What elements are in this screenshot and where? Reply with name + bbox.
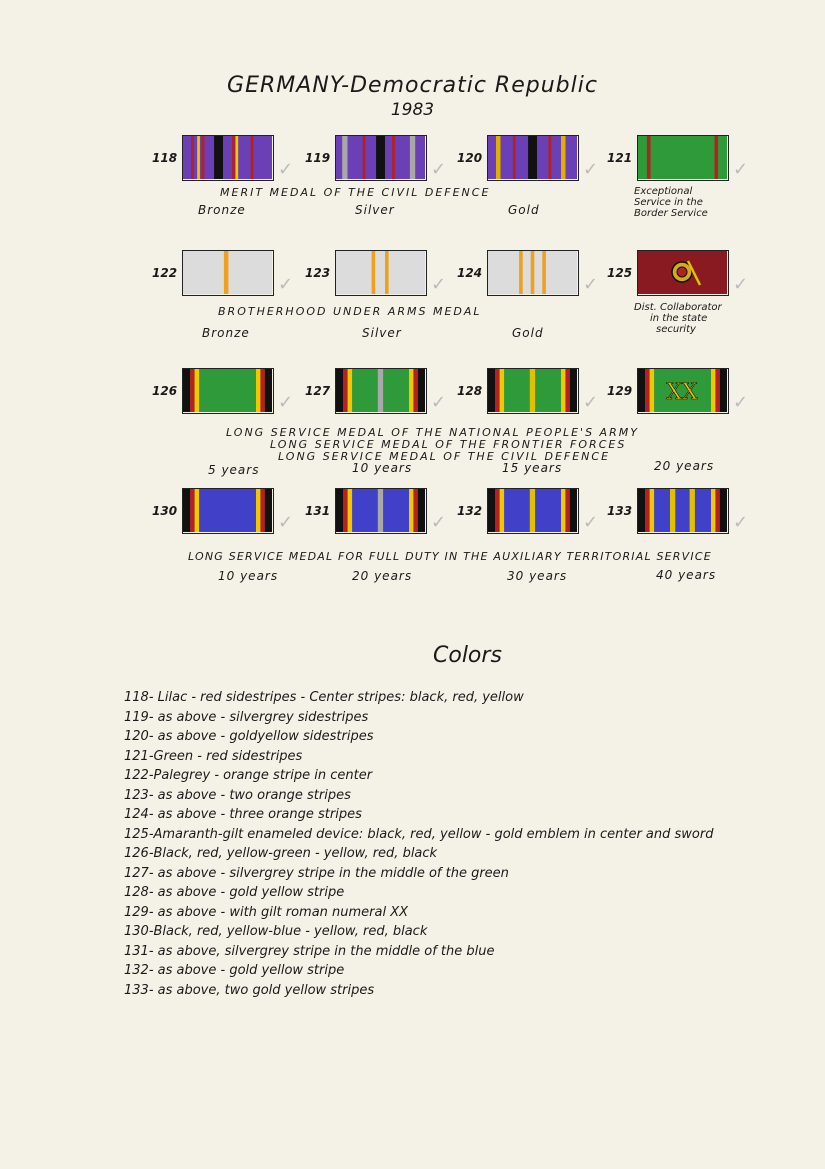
emblem-center-icon bbox=[677, 267, 687, 277]
ribbon-stripe bbox=[638, 489, 645, 532]
ribbon-stripe bbox=[715, 136, 719, 179]
ribbon-127 bbox=[335, 368, 427, 414]
ribbon-stripe bbox=[500, 489, 505, 532]
ribbon-stripe bbox=[645, 369, 650, 412]
caption-gold-2: Gold bbox=[512, 326, 544, 340]
ribbon-background bbox=[336, 251, 425, 294]
ribbon-stripe bbox=[343, 489, 348, 532]
legend-line: 125-Amaranth-gilt enameled device: black, red, yellow - gold emblem in center and sword bbox=[124, 826, 714, 842]
ribbon-number-125: 125 bbox=[607, 266, 633, 280]
caption-10-years-aux: 10 years bbox=[218, 569, 279, 583]
check-mark-icon: ✓ bbox=[278, 392, 294, 413]
ribbon-stripe bbox=[570, 489, 577, 532]
ribbon-background bbox=[183, 136, 272, 179]
check-mark-icon: ✓ bbox=[278, 159, 294, 180]
ribbon-stripe bbox=[372, 251, 376, 294]
ribbon-stripe bbox=[202, 136, 205, 179]
ribbon-stripe bbox=[565, 369, 570, 412]
legend-line: 133- as above, two gold yellow stripes bbox=[124, 982, 375, 998]
ribbon-stripe bbox=[561, 489, 566, 532]
caption-silver-2: Silver bbox=[362, 326, 402, 340]
ribbon-stripe bbox=[530, 489, 535, 532]
caption-collaborator-2: in the state bbox=[650, 313, 708, 324]
ribbon-number-122: 122 bbox=[152, 266, 178, 280]
ribbon-stripe bbox=[251, 136, 254, 179]
caption-5-years: 5 years bbox=[208, 463, 260, 477]
caption-collaborator-3: security bbox=[656, 324, 696, 335]
ribbon-stripe bbox=[236, 136, 239, 179]
ribbon-number-121: 121 bbox=[607, 151, 633, 165]
caption-long-service-civil: LONG SERVICE MEDAL OF THE CIVIL DEFENCE bbox=[278, 450, 611, 463]
check-mark-icon: ✓ bbox=[278, 274, 294, 295]
caption-exceptional-service-2: Service in the bbox=[634, 197, 703, 208]
ribbon-stripe bbox=[561, 136, 566, 179]
colors-legend bbox=[124, 688, 713, 1000]
ribbon-118 bbox=[182, 135, 274, 181]
check-mark-icon: ✓ bbox=[431, 512, 447, 533]
ribbon-stripe bbox=[570, 369, 577, 412]
ribbon-stripe bbox=[190, 489, 195, 532]
ribbon-stripe bbox=[409, 489, 414, 532]
ribbon-128 bbox=[487, 368, 579, 414]
ribbon-stripe bbox=[720, 489, 727, 532]
ribbon-number-133: 133 bbox=[607, 504, 633, 518]
legend-line: 131- as above, silvergrey stripe in the middle of the blue bbox=[124, 943, 495, 959]
caption-15-years: 15 years bbox=[502, 461, 563, 475]
colors-heading: Colors bbox=[433, 643, 502, 668]
ribbon-stripe bbox=[418, 489, 425, 532]
caption-long-service-frontier: LONG SERVICE MEDAL OF THE FRONTIER FORCES bbox=[270, 438, 627, 451]
caption-30-years-aux: 30 years bbox=[507, 569, 568, 583]
ribbon-stripe bbox=[500, 369, 505, 412]
ribbon-stripe bbox=[531, 251, 535, 294]
ribbon-131 bbox=[335, 488, 427, 534]
ribbon-stripe bbox=[195, 369, 200, 412]
ribbon-number-128: 128 bbox=[457, 384, 483, 398]
ribbon-stripe bbox=[265, 369, 272, 412]
caption-collaborator-1: Dist. Collaborator bbox=[634, 302, 722, 313]
ribbon-stripe bbox=[195, 489, 200, 532]
ribbon-stripe bbox=[528, 136, 537, 179]
ribbon-stripe bbox=[224, 251, 229, 294]
ribbon-stripe bbox=[650, 369, 655, 412]
ribbon-background bbox=[638, 136, 727, 179]
check-mark-icon: ✓ bbox=[733, 274, 749, 295]
check-mark-icon: ✓ bbox=[733, 392, 749, 413]
page-title: GERMANY-Democratic Republic bbox=[227, 73, 598, 98]
ribbon-stripe bbox=[378, 369, 383, 412]
ribbon-stripe bbox=[232, 136, 235, 179]
legend-line: 130-Black, red, yellow-blue - yellow, red, black bbox=[124, 924, 428, 939]
ribbon-number-120: 120 bbox=[457, 151, 483, 165]
ribbon-stripe bbox=[336, 489, 343, 532]
ribbon-number-129: 129 bbox=[607, 384, 633, 398]
caption-silver: Silver bbox=[355, 203, 395, 217]
caption-merit-medal: MERIT MEDAL OF THE CIVIL DEFENCE bbox=[220, 186, 491, 199]
ribbon-119 bbox=[335, 135, 427, 181]
ribbon-stripe bbox=[488, 489, 495, 532]
ribbon-stripe bbox=[715, 369, 720, 412]
ribbon-stripe bbox=[549, 136, 552, 179]
ribbon-stripe bbox=[542, 251, 546, 294]
ribbon-stripe bbox=[638, 369, 645, 412]
ribbon-stripe bbox=[256, 369, 261, 412]
legend-line: 121-Green - red sidestripes bbox=[124, 748, 303, 764]
ribbon-123 bbox=[335, 250, 427, 296]
ribbon-stripe bbox=[413, 489, 418, 532]
ribbon-stripe bbox=[256, 489, 261, 532]
ribbon-126 bbox=[182, 368, 274, 414]
ribbon-number-131: 131 bbox=[305, 504, 331, 518]
ribbon-stripe bbox=[214, 136, 223, 179]
legend-line: 123- as above - two orange stripes bbox=[124, 787, 351, 803]
ribbon-120 bbox=[487, 135, 579, 181]
ribbon-125 bbox=[637, 250, 729, 296]
ribbon-stripe bbox=[488, 369, 495, 412]
ribbon-stripe bbox=[715, 489, 720, 532]
ribbon-stripe bbox=[495, 489, 500, 532]
ribbon-stripe bbox=[260, 489, 265, 532]
check-mark-icon: ✓ bbox=[583, 392, 599, 413]
legend-line: 126-Black, red, yellow-green - yellow, red, black bbox=[124, 846, 438, 861]
ribbon-number-123: 123 bbox=[305, 266, 331, 280]
roman-numeral-device: XX bbox=[666, 380, 698, 405]
ribbon-stripe bbox=[183, 369, 190, 412]
check-mark-icon: ✓ bbox=[278, 512, 294, 533]
ribbon-stripe bbox=[647, 136, 651, 179]
check-mark-icon: ✓ bbox=[583, 274, 599, 295]
caption-long-service-aux: LONG SERVICE MEDAL FOR FULL DUTY IN THE AUXILIARY TERRITORIAL SERVICE bbox=[188, 550, 712, 563]
ribbon-stripe bbox=[720, 369, 727, 412]
ribbon-stripe bbox=[645, 489, 650, 532]
check-mark-icon: ✓ bbox=[431, 159, 447, 180]
legend-line: 120- as above - goldyellow sidestripes bbox=[124, 729, 374, 744]
ribbon-129 bbox=[637, 368, 729, 414]
caption-exceptional-service-1: Exceptional bbox=[634, 186, 693, 197]
ribbon-stripe bbox=[190, 369, 195, 412]
ribbon-stripe bbox=[343, 369, 348, 412]
ribbon-130 bbox=[182, 488, 274, 534]
legend-line: 132- as above - gold yellow stripe bbox=[124, 963, 345, 978]
page-year: 1983 bbox=[390, 100, 435, 120]
ribbon-stripe bbox=[191, 136, 194, 179]
check-mark-icon: ✓ bbox=[583, 159, 599, 180]
ribbon-stripe bbox=[413, 369, 418, 412]
legend-line: 118- Lilac - red sidestripes - Center stripes: black, red, yellow bbox=[124, 690, 524, 705]
ribbon-stripe bbox=[561, 369, 566, 412]
caption-bronze: Bronze bbox=[198, 203, 246, 217]
check-mark-icon: ✓ bbox=[733, 159, 749, 180]
check-mark-icon: ✓ bbox=[733, 512, 749, 533]
ribbon-stripe bbox=[376, 136, 385, 179]
caption-exceptional-service-3: Border Service bbox=[634, 208, 708, 219]
legend-line: 119- as above - silvergrey sidestripes bbox=[124, 709, 369, 725]
ribbon-stripe bbox=[496, 136, 501, 179]
caption-long-service-npa: LONG SERVICE MEDAL OF THE NATIONAL PEOPLE'S ARMY bbox=[226, 426, 639, 439]
ribbon-stripe bbox=[513, 136, 516, 179]
legend-line: 128- as above - gold yellow stripe bbox=[124, 885, 345, 900]
ribbon-stripe bbox=[378, 489, 383, 532]
ribbon-121 bbox=[637, 135, 729, 181]
ribbon-number-124: 124 bbox=[457, 266, 483, 280]
ribbon-number-132: 132 bbox=[457, 504, 483, 518]
ribbon-stripe bbox=[260, 369, 265, 412]
ribbon-stripe bbox=[495, 369, 500, 412]
ribbon-stripe bbox=[336, 369, 343, 412]
ribbon-122 bbox=[182, 250, 274, 296]
check-mark-icon: ✓ bbox=[431, 274, 447, 295]
ribbon-stripe bbox=[363, 136, 366, 179]
caption-20-years-aux: 20 years bbox=[352, 569, 413, 583]
caption-40-years-aux: 40 years bbox=[656, 568, 717, 582]
ribbon-stripe bbox=[711, 489, 716, 532]
legend-line: 122-Palegrey - orange stripe in center bbox=[124, 768, 373, 783]
ribbon-number-130: 130 bbox=[152, 504, 178, 518]
ribbon-124 bbox=[487, 250, 579, 296]
ribbon-133 bbox=[637, 488, 729, 534]
legend-line: 129- as above - with gilt roman numeral XX bbox=[124, 904, 409, 920]
legend-line: 124- as above - three orange stripes bbox=[124, 807, 362, 822]
caption-bronze-2: Bronze bbox=[202, 326, 250, 340]
caption-gold: Gold bbox=[508, 203, 540, 217]
caption-brotherhood: BROTHERHOOD UNDER ARMS MEDAL bbox=[218, 305, 482, 318]
ribbon-132 bbox=[487, 488, 579, 534]
ribbon-stripe bbox=[711, 369, 716, 412]
ribbon-stripe bbox=[565, 489, 570, 532]
ribbon-stripe bbox=[650, 489, 655, 532]
ribbon-stripe bbox=[348, 369, 353, 412]
ribbon-number-126: 126 bbox=[152, 384, 178, 398]
ribbon-stripe bbox=[392, 136, 395, 179]
ribbon-stripe bbox=[519, 251, 523, 294]
legend-line: 127- as above - silvergrey stripe in the middle of the green bbox=[124, 865, 509, 881]
ribbon-stripe bbox=[670, 489, 675, 532]
ribbon-stripe bbox=[410, 136, 415, 179]
ribbon-stripe bbox=[409, 369, 414, 412]
ribbon-number-127: 127 bbox=[305, 384, 331, 398]
ribbon-number-119: 119 bbox=[305, 151, 331, 165]
ribbon-stripe bbox=[690, 489, 695, 532]
ribbon-stripe bbox=[197, 136, 200, 179]
ribbon-stripe bbox=[265, 489, 272, 532]
check-mark-icon: ✓ bbox=[431, 392, 447, 413]
ribbon-stripe bbox=[183, 489, 190, 532]
check-mark-icon: ✓ bbox=[583, 512, 599, 533]
ribbon-number-118: 118 bbox=[152, 151, 178, 165]
ribbon-stripe bbox=[530, 369, 535, 412]
ribbon-stripe bbox=[418, 369, 425, 412]
ribbon-stripe bbox=[385, 251, 389, 294]
caption-10-years: 10 years bbox=[352, 461, 413, 475]
caption-20-years: 20 years bbox=[654, 459, 715, 473]
ribbon-stripe bbox=[348, 489, 353, 532]
ribbon-stripe bbox=[342, 136, 347, 179]
